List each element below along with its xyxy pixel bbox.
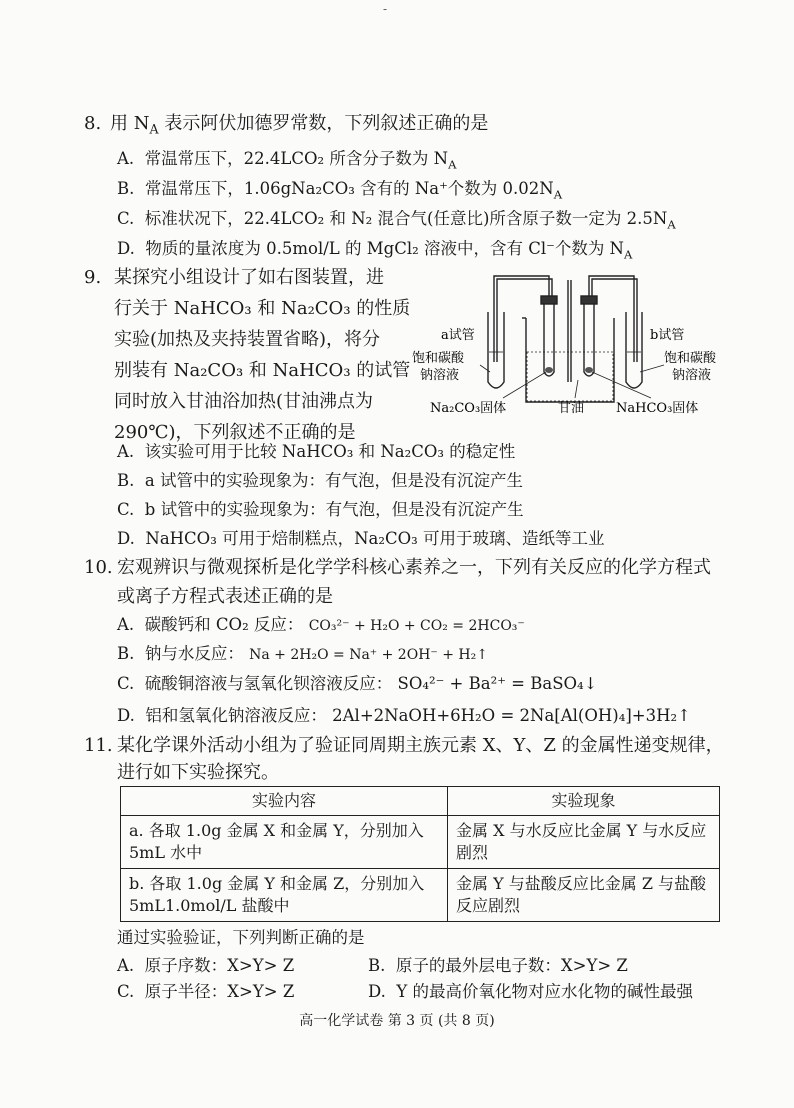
- q9-option-d-text: NaHCO₃ 可用于焙制糕点，Na₂CO₃ 可用于玻璃、造纸等工业: [145, 529, 605, 548]
- q9-option-b-label: B.: [117, 471, 135, 490]
- q10-option-d-name: 铝和氢氧化钠溶液反应：: [145, 706, 327, 725]
- q10-option-a-label: A.: [117, 615, 135, 634]
- label-na2co3-solid: Na₂CO₃固体: [430, 401, 507, 416]
- table-header-phenomenon: 实验现象: [448, 787, 720, 816]
- q11-option-d: [368, 981, 693, 1003]
- q10-number: 10.: [84, 557, 113, 578]
- q10-line-2: 或离子方程式表述正确的是: [117, 586, 333, 607]
- q8-option-c: [117, 208, 676, 235]
- q10-option-a-equation: CO₃²⁻ + H₂O + CO₂ = 2HCO₃⁻: [308, 618, 525, 634]
- table-row: [121, 816, 720, 869]
- q10-line-1: 宏观辨识与微观探析是化学学科核心素养之一，下列有关反应的化学方程式: [117, 557, 711, 578]
- q9-option-b-text: a 试管中的实验现象为：有气泡，但是没有沉淀产生: [144, 471, 523, 490]
- table-header-row: [121, 787, 720, 816]
- q8-option-c-text: 标准状况下，22.4LCO₂ 和 N₂ 混合气(任意比)所含原子数一定为 2.5N: [144, 209, 668, 228]
- q8-option-b-sub: A: [553, 187, 563, 202]
- q8-option-c-label: C.: [117, 209, 135, 228]
- q8-option-d-text: 物质的量浓度为 0.5mol/L 的 MgCl₂ 溶液中，含有 Cl⁻个数为 N: [145, 239, 624, 258]
- right-delivery-tube: [589, 276, 634, 362]
- q11-option-a: [117, 955, 294, 977]
- q10-option-a-name: 碳酸钙和 CO₂ 反应：: [144, 615, 304, 634]
- page-footer: 高一化学试卷 第 3 页 (共 8 页): [299, 1013, 495, 1029]
- q11-line-1: 某化学课外活动小组为了验证同周期主族元素 X、Y、Z 的金属性递变规律，: [117, 735, 724, 756]
- q9-option-a: [117, 441, 515, 463]
- q8-option-a-label: A.: [117, 149, 135, 168]
- apparatus-diagram: [412, 262, 738, 422]
- q10-option-d-label: D.: [117, 706, 135, 725]
- q10-option-c-label: C.: [117, 674, 135, 693]
- q11-option-c-text: 原子半径：X>Y> Z: [144, 982, 295, 1001]
- q10-option-c: [117, 673, 597, 695]
- label-glycerin: 甘油: [558, 401, 585, 416]
- q9-number: 9.: [84, 267, 102, 288]
- beaker-shape: [526, 318, 614, 402]
- q8-option-a: [117, 148, 456, 175]
- q11-option-a-label: A.: [117, 956, 135, 975]
- q9-option-d: [117, 528, 604, 550]
- q8-option-c-sub: A: [667, 217, 676, 232]
- label-left-solution-1: 饱和碳酸: [412, 351, 465, 366]
- a-test-tube-shape: [488, 312, 504, 388]
- q9-line-3: 实验(加热及夹持装置省略)，将分: [114, 329, 381, 350]
- q9-option-c-label: C.: [117, 500, 135, 519]
- q11-conclusion: 通过实验验证，下列判断正确的是: [117, 928, 365, 947]
- q10-option-d: [117, 705, 691, 727]
- q8-option-d-sub: A: [624, 247, 633, 262]
- left-delivery-tube: [494, 276, 549, 362]
- q8-option-d-label: D.: [117, 239, 135, 258]
- q8-stem-b: 表示阿伏加德罗常数，下列叙述正确的是: [158, 113, 489, 134]
- nahco3-tube-shape: [584, 302, 594, 376]
- label-nahco3-solid: NaHCO₃固体: [616, 401, 699, 416]
- q9-line-2: 行关于 NaHCO₃ 和 Na₂CO₃ 的性质: [114, 298, 411, 319]
- q10-option-a: [117, 614, 525, 637]
- na2co3-tube-shape: [544, 302, 554, 376]
- q9-option-d-label: D.: [117, 529, 135, 548]
- label-right-solution-2: 钠溶液: [672, 368, 712, 383]
- label-right-solution-1: 饱和碳酸: [664, 351, 717, 366]
- q8-option-a-sub: A: [448, 157, 457, 172]
- q11-option-c-label: C.: [117, 982, 135, 1001]
- q10-option-b: [117, 643, 488, 666]
- q8-stem-sub: A: [149, 121, 159, 137]
- experiment-table: [120, 786, 720, 922]
- q11-option-b-text: 原子的最外层电子数：X>Y> Z: [395, 956, 628, 975]
- q11-number: 11.: [84, 735, 113, 756]
- q9-option-b: [117, 470, 523, 492]
- table-row: [121, 869, 720, 922]
- q11-option-c: [117, 981, 294, 1003]
- table-cell-phenomenon-a: 金属 X 与水反应比金属 Y 与水反应剧烈: [448, 816, 720, 869]
- q11-option-b: [368, 955, 628, 977]
- label-b-tube: b试管: [650, 328, 685, 343]
- q8-option-b: [117, 178, 562, 205]
- q9-option-a-label: A.: [117, 442, 135, 461]
- q9-line-6: 290℃)，下列叙述不正确的是: [114, 422, 356, 443]
- q11-option-d-text: Y 的最高价氧化物对应水化物的碱性最强: [396, 982, 694, 1001]
- label-left-solution-2: 钠溶液: [420, 368, 460, 383]
- q10-option-b-name: 钠与水反应：: [144, 644, 244, 663]
- q8-number: 8.: [84, 113, 102, 134]
- q9-option-c: [117, 499, 524, 521]
- q10-option-c-equation: SO₄²⁻ + Ba²⁺ = BaSO₄↓: [397, 674, 598, 693]
- top-mark: -: [383, 2, 388, 16]
- q9-option-c-text: b 试管中的实验现象为：有气泡，但是没有沉淀产生: [144, 500, 524, 519]
- q8-option-b-label: B.: [117, 179, 135, 198]
- q9-line-1: 某探究小组设计了如右图装置，进: [114, 267, 384, 288]
- q8-option-a-text: 常温常压下，22.4LCO₂ 所含分子数为 N: [144, 149, 449, 168]
- q10-option-d-equation: 2Al+2NaOH+6H₂O = 2Na[Al(OH)₄]+3H₂↑: [332, 706, 691, 725]
- q11-option-b-label: B.: [368, 956, 386, 975]
- q10-option-b-equation: Na + 2H₂O = Na⁺ + 2OH⁻ + H₂↑: [249, 647, 488, 663]
- label-a-tube: a试管: [441, 328, 475, 343]
- q9-line-4: 别装有 Na₂CO₃ 和 NaHCO₃ 的试管: [114, 360, 411, 381]
- q8-option-b-text: 常温常压下，1.06gNa₂CO₃ 含有的 Na⁺个数为 0.02N: [144, 179, 554, 198]
- q9-option-a-text: 该实验可用于比较 NaHCO₃ 和 Na₂CO₃ 的稳定性: [144, 442, 516, 461]
- table-cell-content-a: a. 各取 1.0g 金属 X 和金属 Y，分别加入 5mL 水中: [121, 816, 448, 869]
- q8-stem: [110, 112, 488, 142]
- q9-line-5: 同时放入甘油浴加热(甘油沸点为: [114, 391, 374, 412]
- table-header-content: 实验内容: [121, 787, 448, 816]
- q11-option-d-label: D.: [368, 982, 386, 1001]
- q8-stem-a: 用 N: [110, 113, 150, 134]
- q11-line-2: 进行如下实验探究。: [117, 762, 279, 783]
- q10-option-b-label: B.: [117, 644, 135, 663]
- q11-option-a-text: 原子序数：X>Y> Z: [144, 956, 295, 975]
- table-cell-content-b: b. 各取 1.0g 金属 Y 和金属 Z，分别加入 5mL1.0mol/L 盐酸中: [121, 869, 448, 922]
- table-cell-phenomenon-b: 金属 Y 与盐酸反应比金属 Z 与盐酸反应剧烈: [448, 869, 720, 922]
- q10-option-c-name: 硫酸铜溶液与氢氧化钡溶液反应：: [144, 674, 393, 693]
